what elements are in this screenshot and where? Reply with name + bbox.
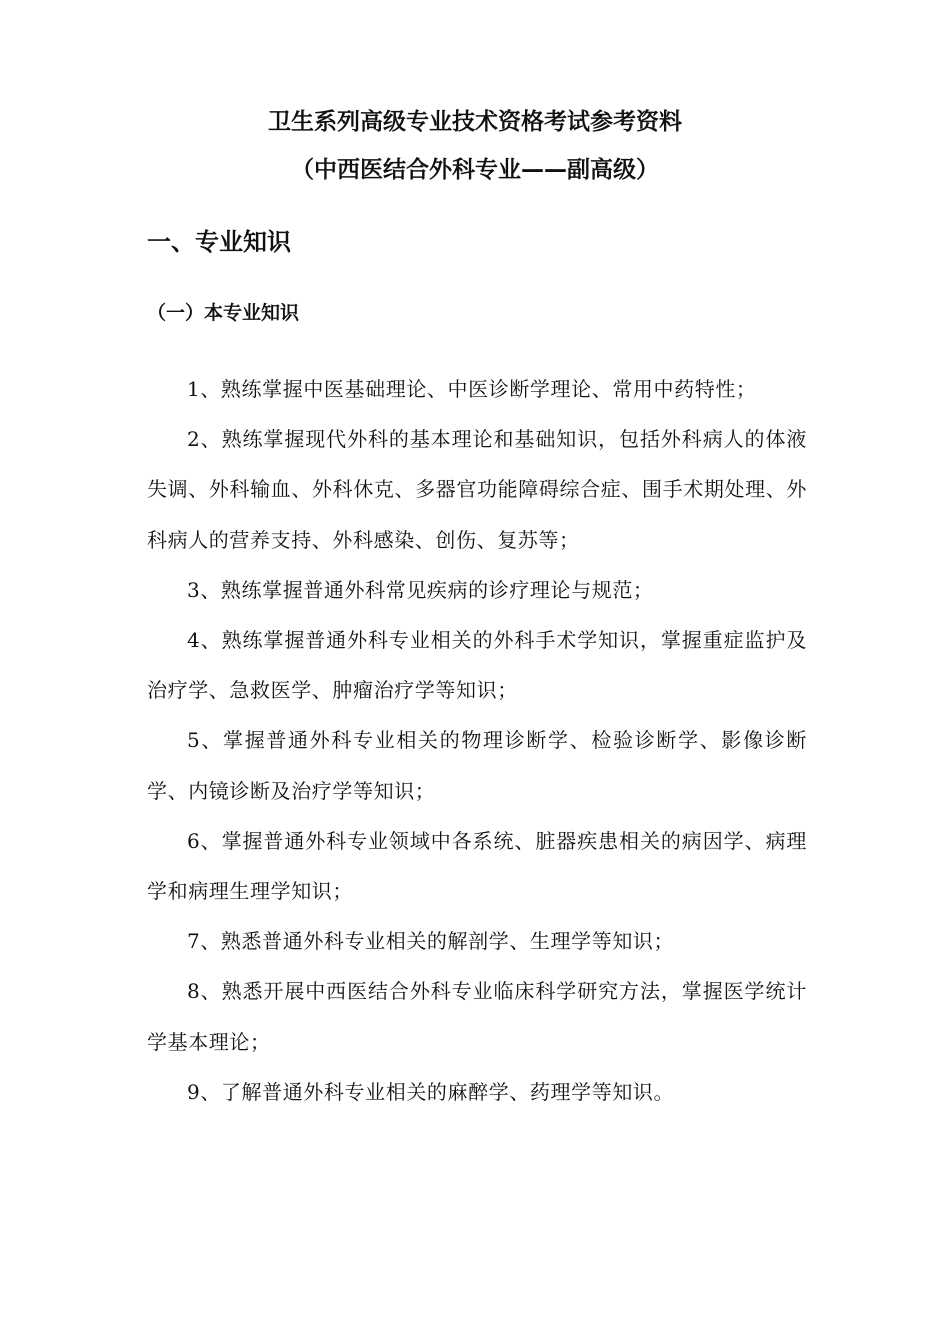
subsection-heading: （一）本专业知识 — [147, 302, 300, 324]
document-title: 卫生系列高级专业技术资格考试参考资料 — [268, 109, 682, 135]
section-heading: 一、专业知识 — [147, 228, 291, 256]
knowledge-list — [147, 364, 807, 1117]
list-item: 8、熟悉开展中西医结合外科专业临床科学研究方法，掌握医学统计学基本理论； — [147, 979, 807, 1054]
list-item: 2、熟练掌握现代外科的基本理论和基础知识，包括外科病人的体液失调、外科输血、外科休克、多器官功能障碍综合症、围手术期处理、外科病人的营养支持、外科感染、创伤、复苏等； — [147, 427, 807, 552]
list-item: 5、掌握普通外科专业相关的物理诊断学、检验诊断学、影像诊断学、内镜诊断及治疗学等知识； — [147, 728, 807, 803]
list-item: 6、掌握普通外科专业领域中各系统、脏器疾患相关的病因学、病理学和病理生理学知识； — [147, 828, 807, 904]
list-item: 4、熟练掌握普通外科专业相关的外科手术学知识，掌握重症监护及治疗学、急救医学、肿瘤治疗学等知识； — [147, 628, 807, 703]
list-item: 7、熟悉普通外科专业相关的解剖学、生理学等知识； — [187, 929, 675, 954]
list-item: 9、了解普通外科专业相关的麻醉学、药理学等知识。 — [187, 1079, 675, 1104]
list-item: 1、熟练掌握中医基础理论、中医诊断学理论、常用中药特性； — [187, 377, 757, 401]
list-item: 3、熟练掌握普通外科常见疾病的诊疗理论与规范； — [187, 577, 654, 602]
document-subtitle: （中西医结合外科专业——副高级） — [291, 157, 659, 183]
